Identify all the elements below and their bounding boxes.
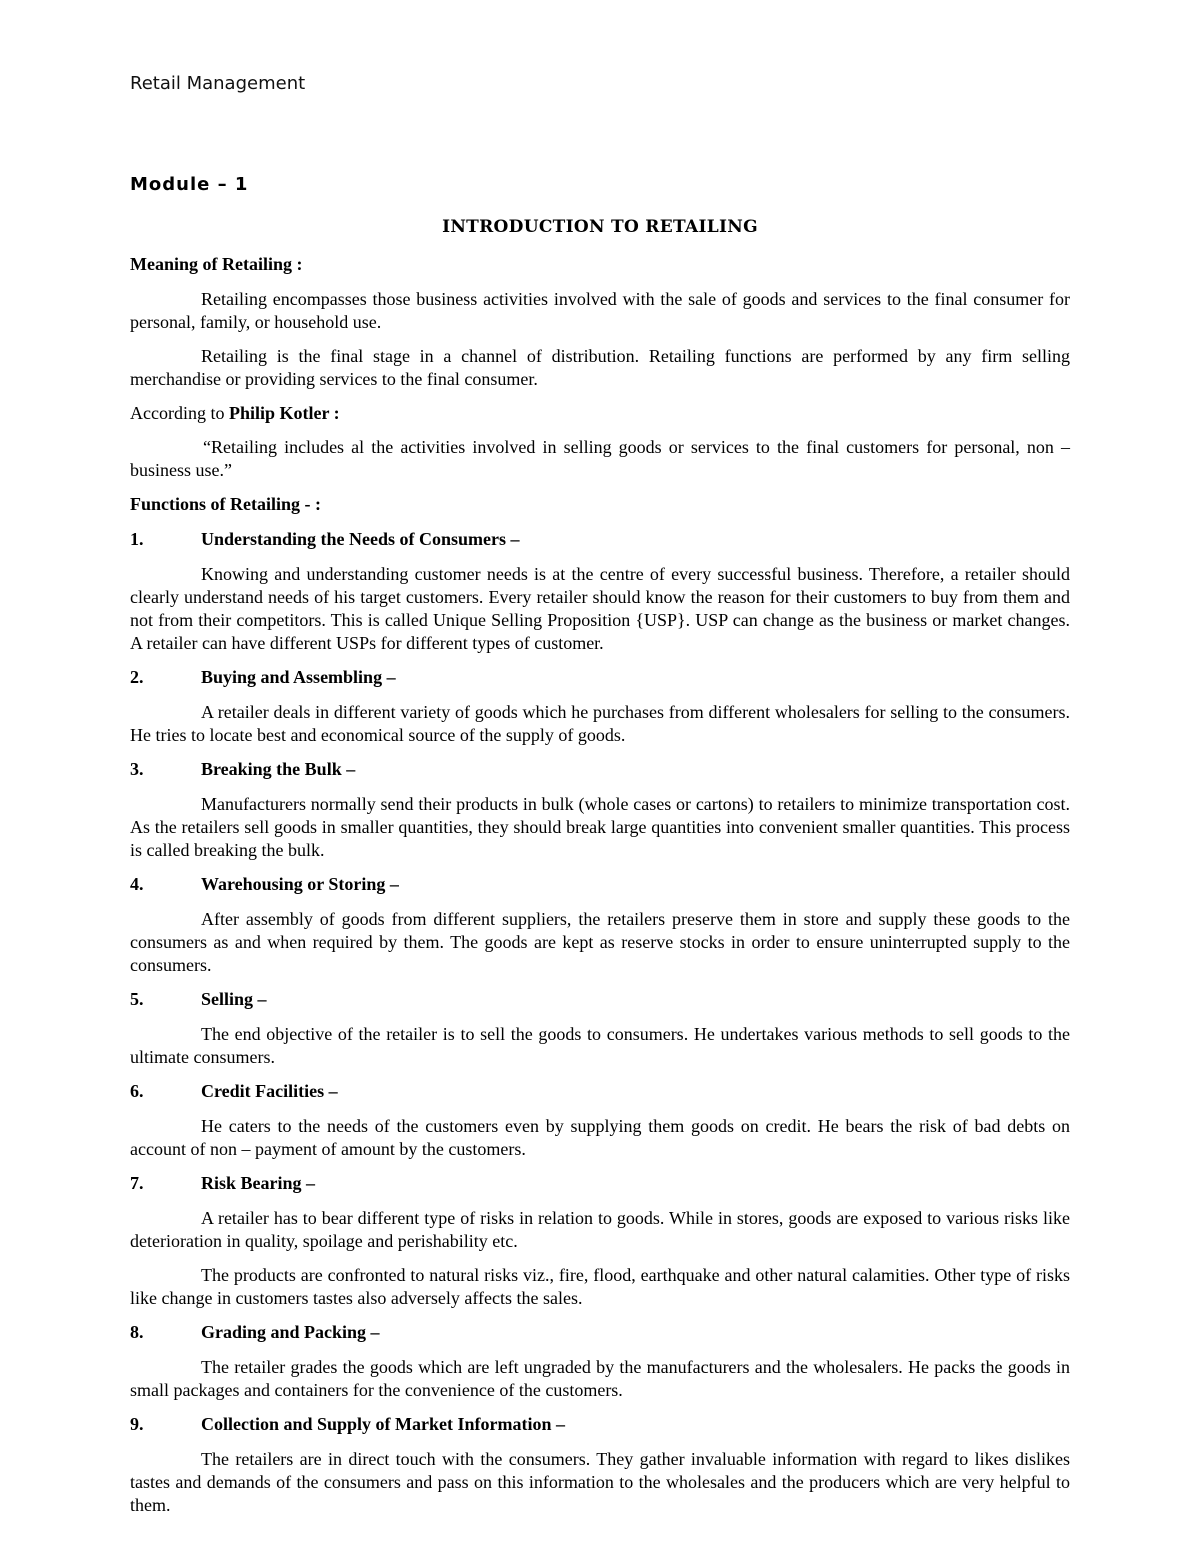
- functions-heading: Functions of Retailing - :: [130, 494, 321, 514]
- document-body: [130, 253, 1070, 1528]
- according-prefix: According to: [130, 403, 229, 423]
- function-paragraph: The products are confronted to natural risks viz., fire, flood, earthquake and other natural calamities. Other type of risks like change in customers tastes also adversely affects the sales.: [130, 1265, 1070, 1308]
- function-title: Credit Facilities –: [201, 1081, 338, 1101]
- function-title: Selling –: [201, 989, 267, 1009]
- function-paragraph: A retailer deals in different variety of goods which he purchases from different wholesalers for selling to the consumers. He tries to locate best and economical source of the supply of goods.: [130, 702, 1070, 745]
- function-section: [130, 528, 1070, 655]
- function-heading: [130, 758, 1070, 781]
- function-title: Buying and Assembling –: [201, 667, 396, 687]
- function-section: [130, 1080, 1070, 1161]
- function-number: 5.: [130, 989, 144, 1009]
- function-heading: [130, 1413, 1070, 1436]
- function-section: [130, 666, 1070, 747]
- function-heading: [130, 1080, 1070, 1103]
- according-line: [130, 402, 1070, 425]
- functions-list: [130, 528, 1070, 1517]
- function-number: 4.: [130, 874, 144, 894]
- function-section: [130, 758, 1070, 862]
- function-section: [130, 1172, 1070, 1310]
- function-title: Understanding the Needs of Consumers –: [201, 529, 520, 549]
- function-number: 1.: [130, 529, 144, 549]
- function-paragraph: The end objective of the retailer is to sell the goods to consumers. He undertakes various methods to sell goods to the ultimate consumers.: [130, 1024, 1070, 1067]
- function-heading: [130, 873, 1070, 896]
- function-paragraph: The retailers are in direct touch with the consumers. They gather invaluable information with regard to likes dislikes tastes and demands of the consumers and pass on this information to the wholesales and the producers which are very helpful to them.: [130, 1449, 1070, 1515]
- function-section: [130, 1321, 1070, 1402]
- function-paragraph: Knowing and understanding customer needs is at the centre of every successful business. Therefore, a retailer should clearly understand needs of his target customers. Every retailer should know the reason for their customers to buy from them and not from their competitors. This is called Unique Selling Proposition {USP}. USP can change as the business or market changes. A retailer can have different USPs for different types of customer.: [130, 564, 1070, 653]
- function-paragraph: After assembly of goods from different suppliers, the retailers preserve them in store and supply these goods to the consumers as and when required by them. The goods are kept as reserve stocks in order to ensure uninterrupted supply to the consumers.: [130, 909, 1070, 975]
- function-section: [130, 1413, 1070, 1517]
- module-heading: Module – 1: [130, 174, 249, 195]
- function-title: Grading and Packing –: [201, 1322, 380, 1342]
- running-header: Retail Management: [130, 73, 306, 94]
- chapter-title: INTRODUCTION TO RETAILING: [442, 217, 758, 237]
- function-title: Risk Bearing –: [201, 1173, 316, 1193]
- function-heading: [130, 1172, 1070, 1195]
- function-title: Breaking the Bulk –: [201, 759, 356, 779]
- meaning-paragraph-2: Retailing is the final stage in a channel of distribution. Retailing functions are performed by any firm selling merchandise or providing services to the final consumer.: [130, 346, 1070, 389]
- function-paragraph: A retailer has to bear different type of risks in relation to goods. While in stores, goods are exposed to various risks like deterioration in quality, spoilage and perishability etc.: [130, 1208, 1070, 1251]
- function-paragraph: The retailer grades the goods which are left ungraded by the manufacturers and the wholesalers. He packs the goods in small packages and containers for the convenience of the customers.: [130, 1357, 1070, 1400]
- kotler-quote: “Retailing includes al the activities involved in selling goods or services to the final customers for personal, non – business use.”: [130, 437, 1070, 480]
- function-paragraph: He caters to the needs of the customers even by supplying them goods on credit. He bears the risk of bad debts on account of non – payment of amount by the customers.: [130, 1116, 1070, 1159]
- function-section: [130, 988, 1070, 1069]
- function-number: 6.: [130, 1081, 144, 1101]
- function-title: Warehousing or Storing –: [201, 874, 399, 894]
- function-number: 3.: [130, 759, 144, 779]
- function-section: [130, 873, 1070, 977]
- function-heading: [130, 528, 1070, 551]
- function-number: 2.: [130, 667, 144, 687]
- meaning-paragraph-1: Retailing encompasses those business activities involved with the sale of goods and services to the final consumer for personal, family, or household use.: [130, 289, 1070, 332]
- function-paragraph: Manufacturers normally send their products in bulk (whole cases or cartons) to retailers to minimize transportation cost. As the retailers sell goods in smaller quantities, they should break large quantities into convenient smaller quantities. This process is called breaking the bulk.: [130, 794, 1070, 860]
- function-number: 7.: [130, 1173, 144, 1193]
- function-heading: [130, 1321, 1070, 1344]
- meaning-heading: Meaning of Retailing :: [130, 254, 303, 274]
- function-number: 8.: [130, 1322, 144, 1342]
- function-heading: [130, 666, 1070, 689]
- author-name: Philip Kotler :: [228, 403, 340, 423]
- function-number: 9.: [130, 1414, 144, 1434]
- function-heading: [130, 988, 1070, 1011]
- function-title: Collection and Supply of Market Information –: [201, 1414, 566, 1434]
